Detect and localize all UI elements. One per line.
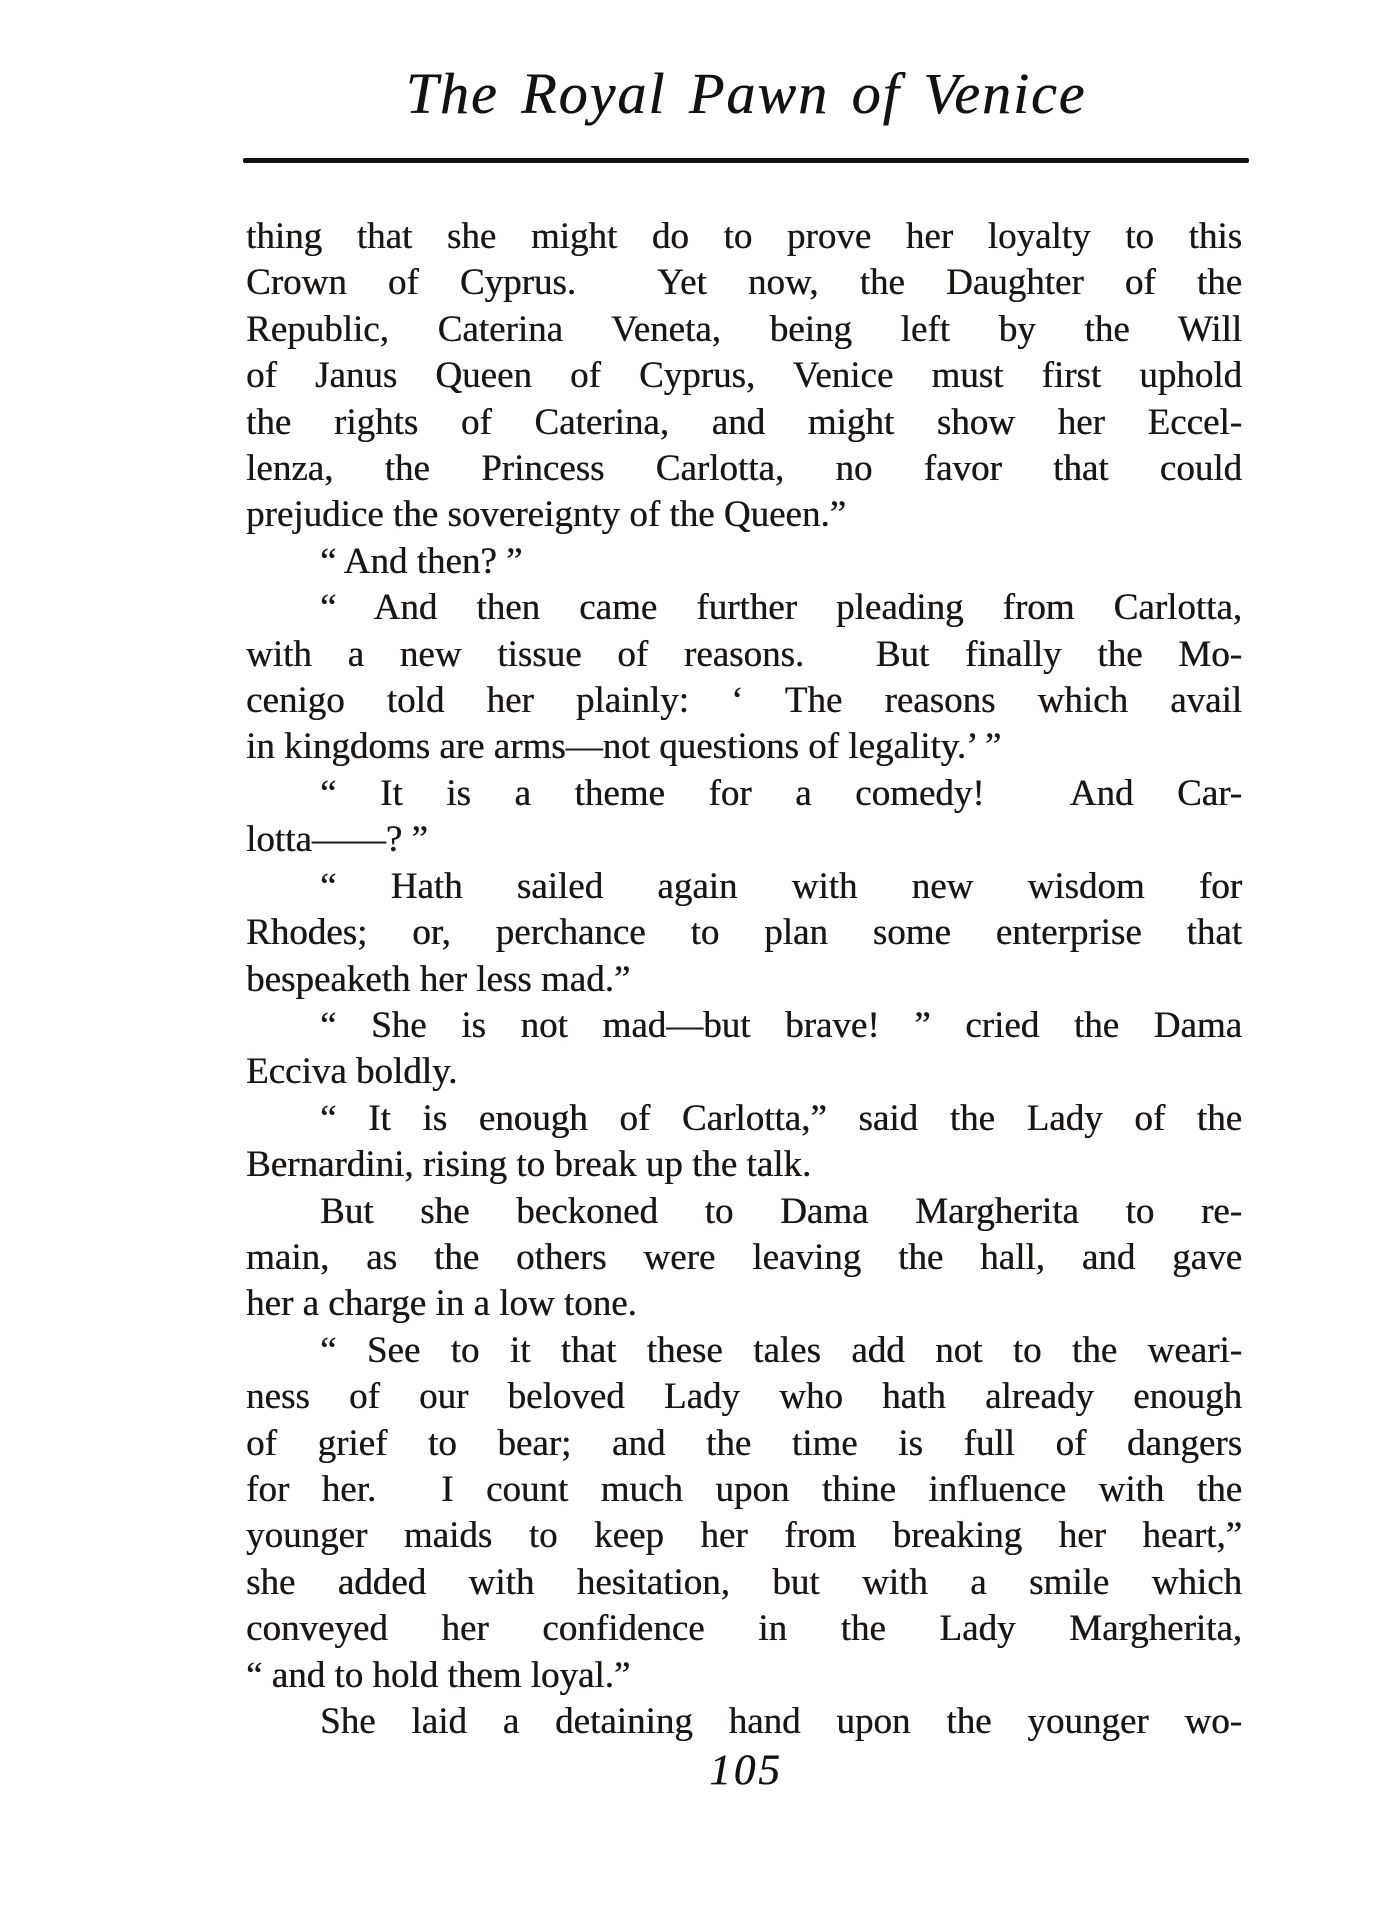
text-line: Ecciva boldly. [246, 1051, 458, 1093]
text-line: prejudice the sovereignty of the Queen.” [246, 494, 846, 536]
text-line: ness of our beloved Lady who hath already enough [246, 1376, 1242, 1418]
text-line: Republic, Caterina Veneta, being left by the Will [246, 308, 1242, 350]
text-line: conveyed her confidence in the Lady Margherita, [246, 1608, 1242, 1650]
text-line: of Janus Queen of Cyprus, Venice must first uphold [246, 355, 1242, 397]
text-line: her a charge in a low tone. [246, 1283, 637, 1325]
text-line: the rights of Caterina, and might show her Eccel- [246, 401, 1242, 443]
text-line: Bernardini, rising to break up the talk. [246, 1144, 812, 1186]
text-line: younger maids to keep her from breaking her heart,” [246, 1515, 1242, 1557]
text-line: “ It is a theme for a comedy! And Car- [320, 772, 1242, 814]
text-line: in kingdoms are arms—not questions of legality.’ ” [246, 726, 1002, 768]
text-line: lenza, the Princess Carlotta, no favor that could [246, 448, 1242, 490]
text-line: for her. I count much upon thine influence with the [246, 1468, 1242, 1510]
text-line: “ Hath sailed again with new wisdom for [320, 865, 1242, 907]
text-line: Rhodes; or, perchance to plan some enterprise that [246, 912, 1242, 954]
text-line: she added with hesitation, but with a smile which [246, 1561, 1242, 1603]
body-text [246, 214, 1242, 1745]
text-line: But she beckoned to Dama Margherita to re- [320, 1190, 1242, 1232]
text-line: “ It is enough of Carlotta,” said the Lady of the [320, 1097, 1242, 1139]
header-rule [243, 158, 1249, 163]
text-line: “ See to it that these tales add not to the weari- [320, 1329, 1242, 1371]
text-line: thing that she might do to prove her loyalty to this [246, 216, 1242, 257]
text-line: “ She is not mad—but brave! ” cried the Dama [320, 1004, 1242, 1046]
text-line: with a new tissue of reasons. But finally the Mo- [246, 633, 1242, 675]
text-line: Crown of Cyprus. Yet now, the Daughter of the [246, 262, 1242, 304]
page-number: 105 [709, 1747, 783, 1794]
running-header-title: The Royal Pawn of Venice [405, 61, 1087, 126]
text-line: She laid a detaining hand upon the younger wo- [320, 1701, 1242, 1742]
text-line: “ And then came further pleading from Carlotta, [320, 587, 1242, 629]
text-line: cenigo told her plainly: ‘ The reasons which avail [246, 680, 1242, 722]
text-line: “ and to hold them loyal.” [246, 1654, 631, 1696]
text-line: lotta——? ” [246, 819, 428, 861]
text-line: bespeaketh her less mad.” [246, 958, 631, 1000]
text-line: “ And then? ” [320, 540, 523, 582]
text-line: main, as the others were leaving the hall, and gave [246, 1236, 1242, 1278]
text-line: of grief to bear; and the time is full of dangers [246, 1422, 1242, 1464]
